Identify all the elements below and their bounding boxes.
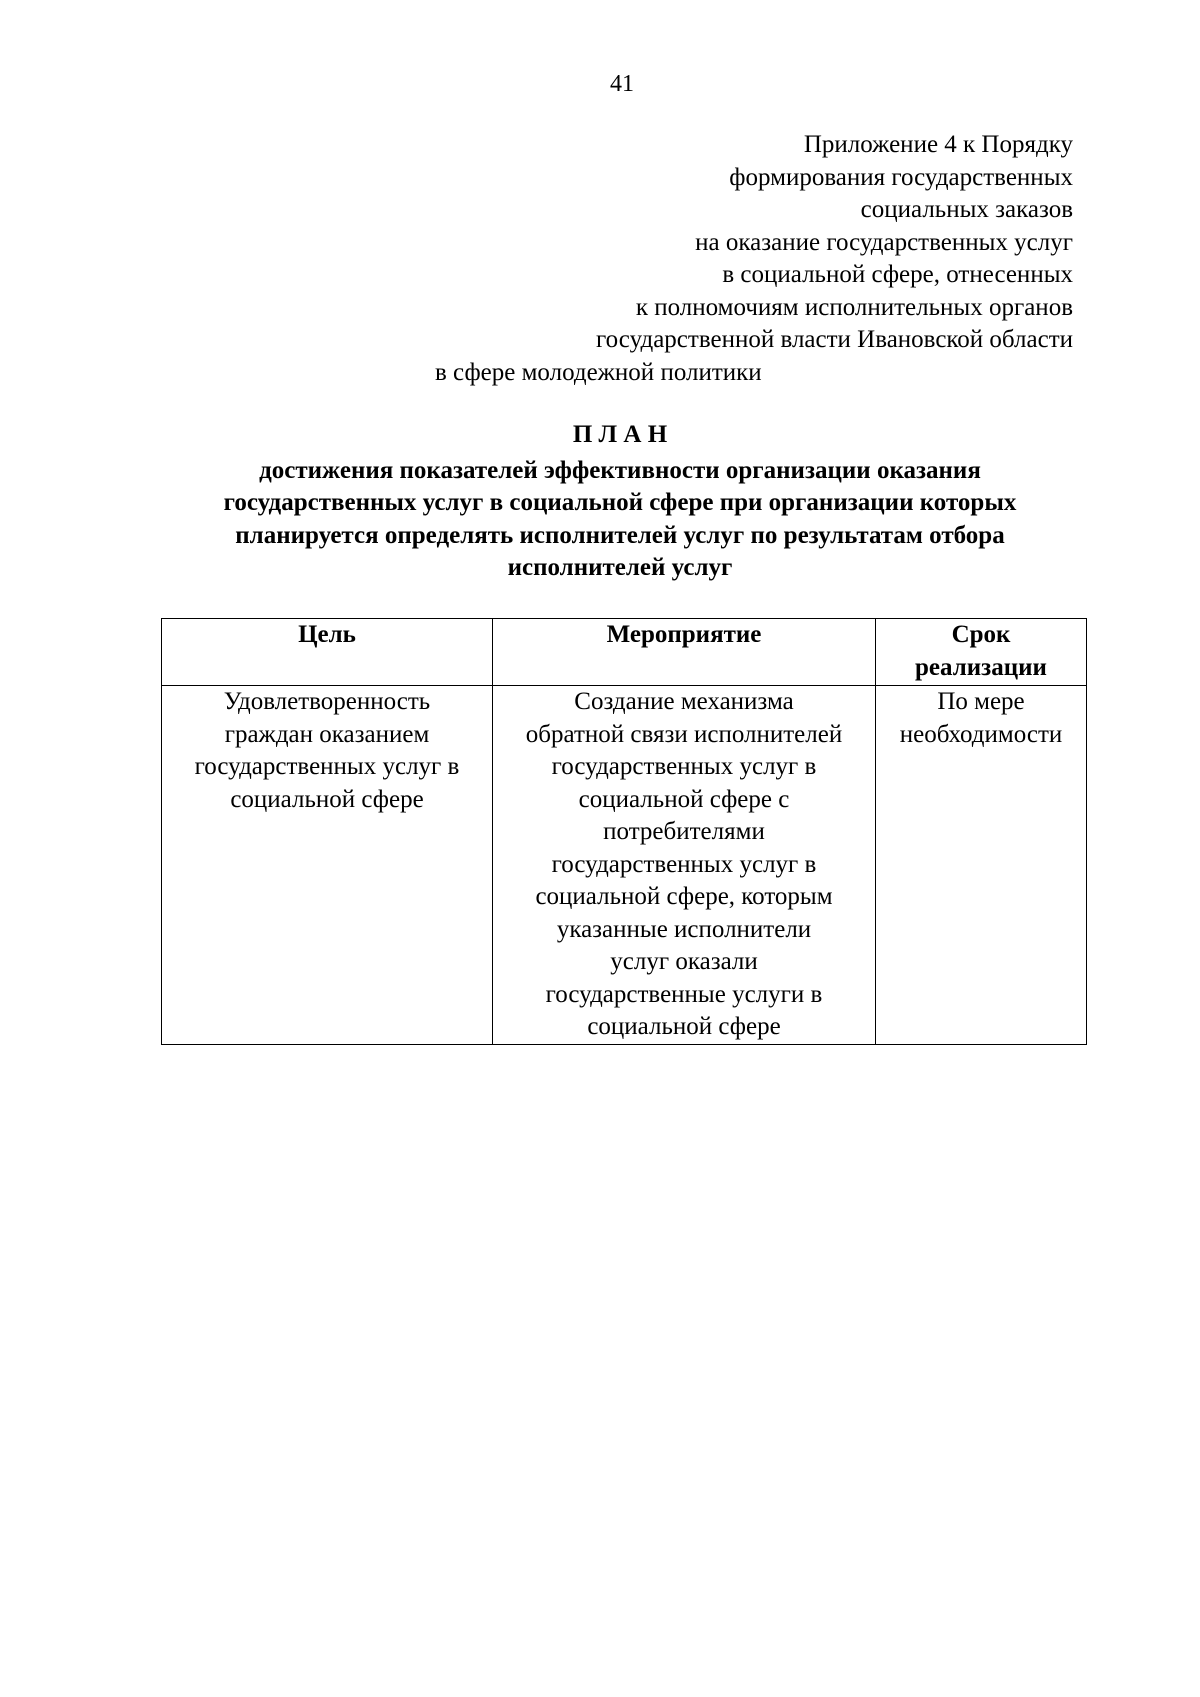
cell-line: необходимости bbox=[899, 720, 1063, 748]
cell-line: социальной сфере с bbox=[578, 785, 790, 813]
cell-line: граждан оказанием bbox=[224, 720, 430, 748]
plan-table bbox=[161, 618, 1087, 1045]
annex-line: государственной власти Ивановской области bbox=[596, 326, 1073, 353]
cell-line: государственных услуг в bbox=[551, 850, 817, 878]
cell-goal bbox=[162, 686, 493, 1045]
annex-line: формирования государственных bbox=[729, 163, 1073, 191]
annex-line: в социальной сфере, отнесенных bbox=[722, 261, 1073, 288]
cell-line: социальной сфере bbox=[587, 1013, 781, 1040]
column-header-goal: Цель bbox=[162, 619, 493, 686]
cell-line: Удовлетворенность bbox=[223, 688, 431, 715]
table-row bbox=[162, 686, 1087, 1045]
table-header-row bbox=[162, 619, 1087, 686]
cell-line: указанные исполнители bbox=[556, 915, 812, 943]
cell-line: государственные услуги в bbox=[545, 980, 823, 1008]
annex-line: к полномочиям исполнительных органов bbox=[635, 293, 1073, 321]
cell-activity bbox=[493, 686, 876, 1045]
cell-line: услуг оказали bbox=[610, 948, 758, 975]
column-header-term-line: Срок bbox=[951, 621, 1011, 648]
column-header-term-line: реализации bbox=[915, 653, 1047, 681]
cell-line: Создание механизма bbox=[574, 688, 794, 715]
annex-reference bbox=[400, 129, 1073, 389]
cell-line: государственных услуг в bbox=[551, 753, 817, 780]
column-header-term bbox=[876, 619, 1087, 686]
annex-line: в сфере молодежной политики bbox=[435, 358, 762, 386]
cell-term bbox=[876, 686, 1087, 1045]
annex-line: Приложение 4 к Порядку bbox=[803, 131, 1073, 158]
cell-line: По мере bbox=[937, 688, 1025, 715]
cell-line: социальной сфере, которым bbox=[535, 883, 833, 910]
annex-line: на оказание государственных услуг bbox=[695, 228, 1073, 256]
cell-line: обратной связи исполнителей bbox=[525, 720, 843, 748]
cell-line: социальной сфере bbox=[230, 785, 424, 813]
cell-line: государственных услуг в bbox=[194, 753, 460, 780]
subtitle-line: планируется определять исполнителей услуг по результатам отбора bbox=[235, 521, 1005, 549]
document-heading: П Л А Н bbox=[572, 421, 668, 448]
document-subtitle bbox=[150, 455, 1090, 584]
cell-line: потребителями bbox=[603, 818, 765, 845]
subtitle-line: государственных услуг в социальной сфере при организации которых bbox=[223, 489, 1017, 517]
subtitle-line: исполнителей услуг bbox=[507, 553, 733, 581]
page-number: 41 bbox=[610, 71, 634, 97]
annex-line: социальных заказов bbox=[860, 196, 1073, 223]
column-header-activity: Мероприятие bbox=[493, 619, 876, 686]
subtitle-line: достижения показателей эффективности организации оказания bbox=[259, 457, 981, 484]
